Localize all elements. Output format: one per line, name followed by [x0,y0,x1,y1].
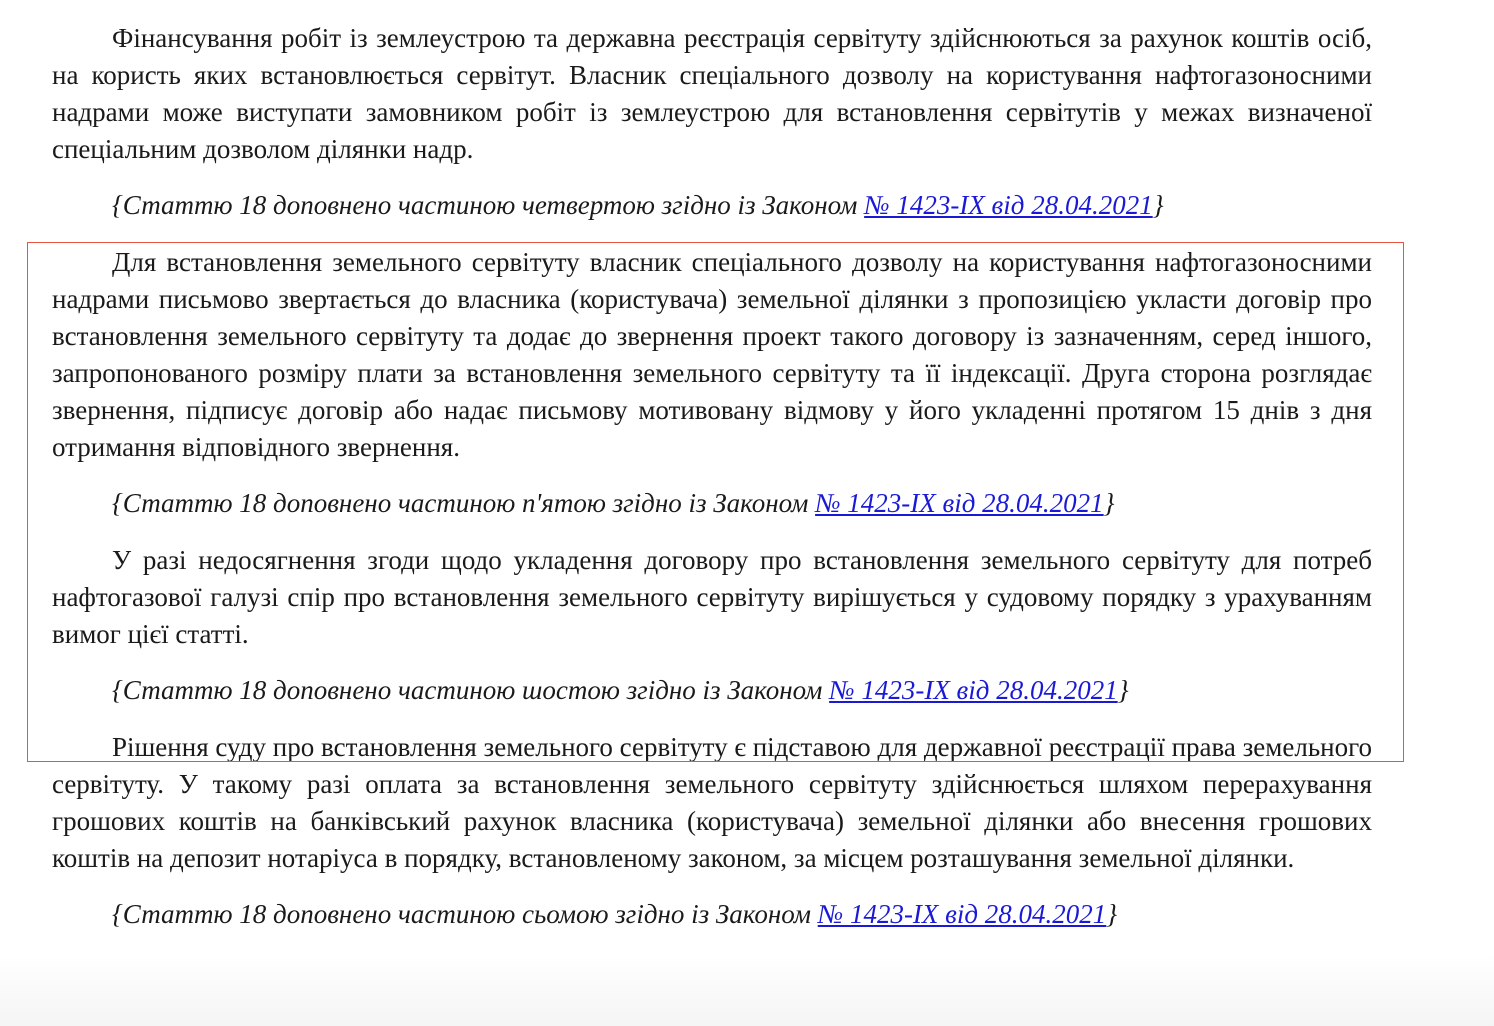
document-body [52,20,1372,933]
note-text: {Статтю 18 доповнено частиною четвертою згідно із Законом [112,190,865,220]
note-closing-brace: } [1103,488,1115,518]
note-closing-brace: } [1106,899,1118,929]
law-link[interactable]: № 1423-IX від 28.04.2021 [829,675,1118,705]
amendment-note-part-4 [52,187,1372,224]
law-link[interactable]: № 1423-IX від 28.04.2021 [815,488,1104,518]
paragraph-servitude-request: Для встановлення земельного сервітуту власник спеціального дозволу на користування нафтогазоносними надрами письмово звертається до власника (користувача) земельної ділянки з пропозицією укласти договір про встановлення земельного сервітуту та додає до звернення проект такого договору із зазначенням, серед іншого, запропонованого розміру плати за встановлення земельного сервітуту та її індексації. Друга сторона розглядає звернення, підписує договір або надає письмову мотивовану відмову у його укладенні протягом 15 днів з дня отримання відповідного звернення. [52,247,1372,462]
paragraph-court-decision: Рішення суду про встановлення земельного сервітуту є підставою для державної реєстрації права земельного сервітуту. У такому разі оплата за встановлення земельного сервітуту здійснюється шляхом перерахування грошових коштів на банківський рахунок власника (користувача) земельної ділянки або внесення грошових коштів на депозит нотаріуса в порядку, встановленому законом, за місцем розташування земельної ділянки. [52,732,1372,873]
amendment-note-part-5 [52,485,1372,522]
bottom-shadow [0,956,1494,1026]
paragraph-financing: Фінансування робіт із землеустрою та державна реєстрація сервітуту здійснюються за рахунок коштів осіб, на користь яких встановлюється сервітут. Власник спеціального дозволу на користування нафтогазоносними надрами може виступати замовником робіт із землеустрою для встановлення сервітутів у межах визначеної спеціальним дозволом ділянки надр. [52,23,1372,164]
law-link[interactable]: № 1423-IX від 28.04.2021 [817,899,1107,929]
note-text: {Статтю 18 доповнено частиною шостою згідно із Законом [112,675,830,705]
note-text: {Статтю 18 доповнено частиною сьомою згідно із Законом [112,899,818,929]
amendment-note-part-6 [52,672,1372,709]
paragraph-dispute: У разі недосягнення згоди щодо укладення договору про встановлення земельного сервітуту для потреб нафтогазової галузі спір про встановлення земельного сервітуту вирішується у судовому порядку з урахуванням вимог цієї статті. [52,545,1372,649]
note-text: {Статтю 18 доповнено частиною п'ятою згідно із Законом [112,488,816,518]
note-closing-brace: } [1152,190,1164,220]
law-link[interactable]: № 1423-IX від 28.04.2021 [864,190,1153,220]
note-closing-brace: } [1117,675,1129,705]
amendment-note-part-7 [52,896,1372,933]
